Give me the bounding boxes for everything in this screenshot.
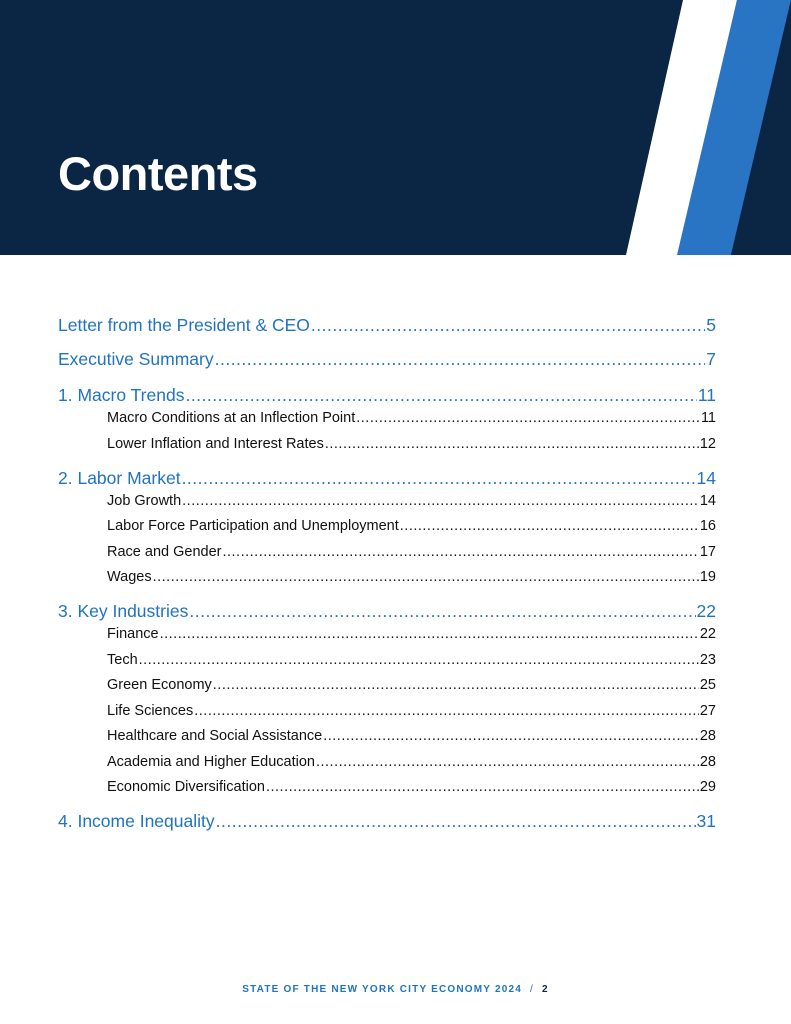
dot-leader [311,314,705,336]
diagonal-stripes-graphic [0,0,791,255]
toc-subentry[interactable] [107,625,716,643]
toc-subentry-label: Economic Diversification [107,779,265,795]
toc-page-number: 28 [699,753,716,770]
toc-subentry[interactable] [107,753,716,771]
dot-leader [189,600,695,622]
toc-subentry-label: Labor Force Participation and Unemployment [107,518,399,534]
toc-page-number: 12 [699,435,716,452]
dot-leader [215,348,706,370]
toc-page-number: 31 [696,811,716,831]
toc-subentry[interactable] [107,676,716,694]
toc-entry-label: 2. Labor Market [58,467,181,488]
toc-subentry-label: Healthcare and Social Assistance [107,728,323,744]
toc-page-number: 27 [699,702,716,719]
toc-subentry[interactable] [107,409,716,427]
toc-subentry-label: Wages [107,569,152,585]
toc-entry-macro-trends[interactable] [58,384,716,406]
toc-entry-label: 1. Macro Trends [58,385,185,405]
toc-page-number: 11 [700,410,716,426]
toc-page-number: 29 [699,779,716,795]
dot-leader [153,568,699,586]
dot-leader [182,492,699,510]
dot-leader [316,753,699,771]
toc-subentry-label: Life Sciences [107,702,194,719]
toc-page-number: 22 [696,601,716,621]
toc-entry-label: Executive Summary [58,349,214,369]
dot-leader [400,517,699,535]
toc-entry-labor-market[interactable] [58,467,716,489]
toc-subentry[interactable] [107,727,716,745]
toc-entry-letter[interactable] [58,314,716,336]
toc-subentry-label: Tech [107,651,138,668]
toc-subentry-label: Job Growth [107,492,182,509]
toc-page-number: 22 [699,626,716,642]
toc-entry-income-inequality[interactable] [58,810,716,832]
toc-subentry-label: Macro Conditions at an Inflection Point [107,410,356,426]
dot-leader [185,384,696,406]
toc-subentry[interactable] [107,543,716,561]
toc-page-number: 14 [699,492,716,509]
toc-page-number: 11 [697,385,716,405]
toc-subentry[interactable] [107,492,716,510]
dot-leader [323,727,699,745]
toc-page-number: 7 [706,349,716,369]
toc-page-number: 28 [699,728,716,744]
footer-page-number: 2 [542,984,549,995]
dot-leader [194,702,699,720]
dot-leader [222,543,698,561]
toc-entry-label: Letter from the President & CEO [58,315,310,335]
toc-page-number: 19 [699,569,716,585]
toc-subentry[interactable] [107,651,716,669]
toc-page-number: 5 [706,315,716,335]
toc-page-number: 23 [699,651,716,668]
dot-leader [356,409,700,427]
toc-subentry[interactable] [107,435,716,453]
toc-subentry-label: Academia and Higher Education [107,753,315,770]
toc-subentry[interactable] [107,517,716,535]
dot-leader [325,435,699,453]
table-of-contents [58,310,716,832]
toc-page-number: 17 [699,543,716,560]
toc-entry-key-industries[interactable] [58,600,716,622]
toc-entry-label: 3. Key Industries [58,601,189,621]
dot-leader [182,467,696,489]
dot-leader [266,778,699,796]
dot-leader [216,810,696,832]
header-banner [0,0,791,255]
toc-subentry-label: Finance [107,626,159,642]
dot-leader [160,625,699,643]
toc-entry-executive-summary[interactable] [58,348,716,370]
dot-leader [213,676,699,694]
page-footer [0,984,791,995]
toc-subentry[interactable] [107,702,716,720]
toc-subentry[interactable] [107,568,716,586]
dot-leader [139,651,699,669]
toc-entry-label: 4. Income Inequality [58,811,215,831]
toc-page-number: 25 [699,677,716,693]
toc-subentry-label: Race and Gender [107,543,222,560]
toc-page-number: 14 [696,467,716,488]
page-title: Contents [58,147,258,200]
toc-subentry-label: Lower Inflation and Interest Rates [107,435,324,452]
toc-subentry-label: Green Economy [107,677,212,693]
footer-title: STATE OF THE NEW YORK CITY ECONOMY 2024 [242,984,523,995]
footer-separator: / [530,984,535,995]
toc-subentry[interactable] [107,778,716,796]
toc-page-number: 16 [699,518,716,534]
